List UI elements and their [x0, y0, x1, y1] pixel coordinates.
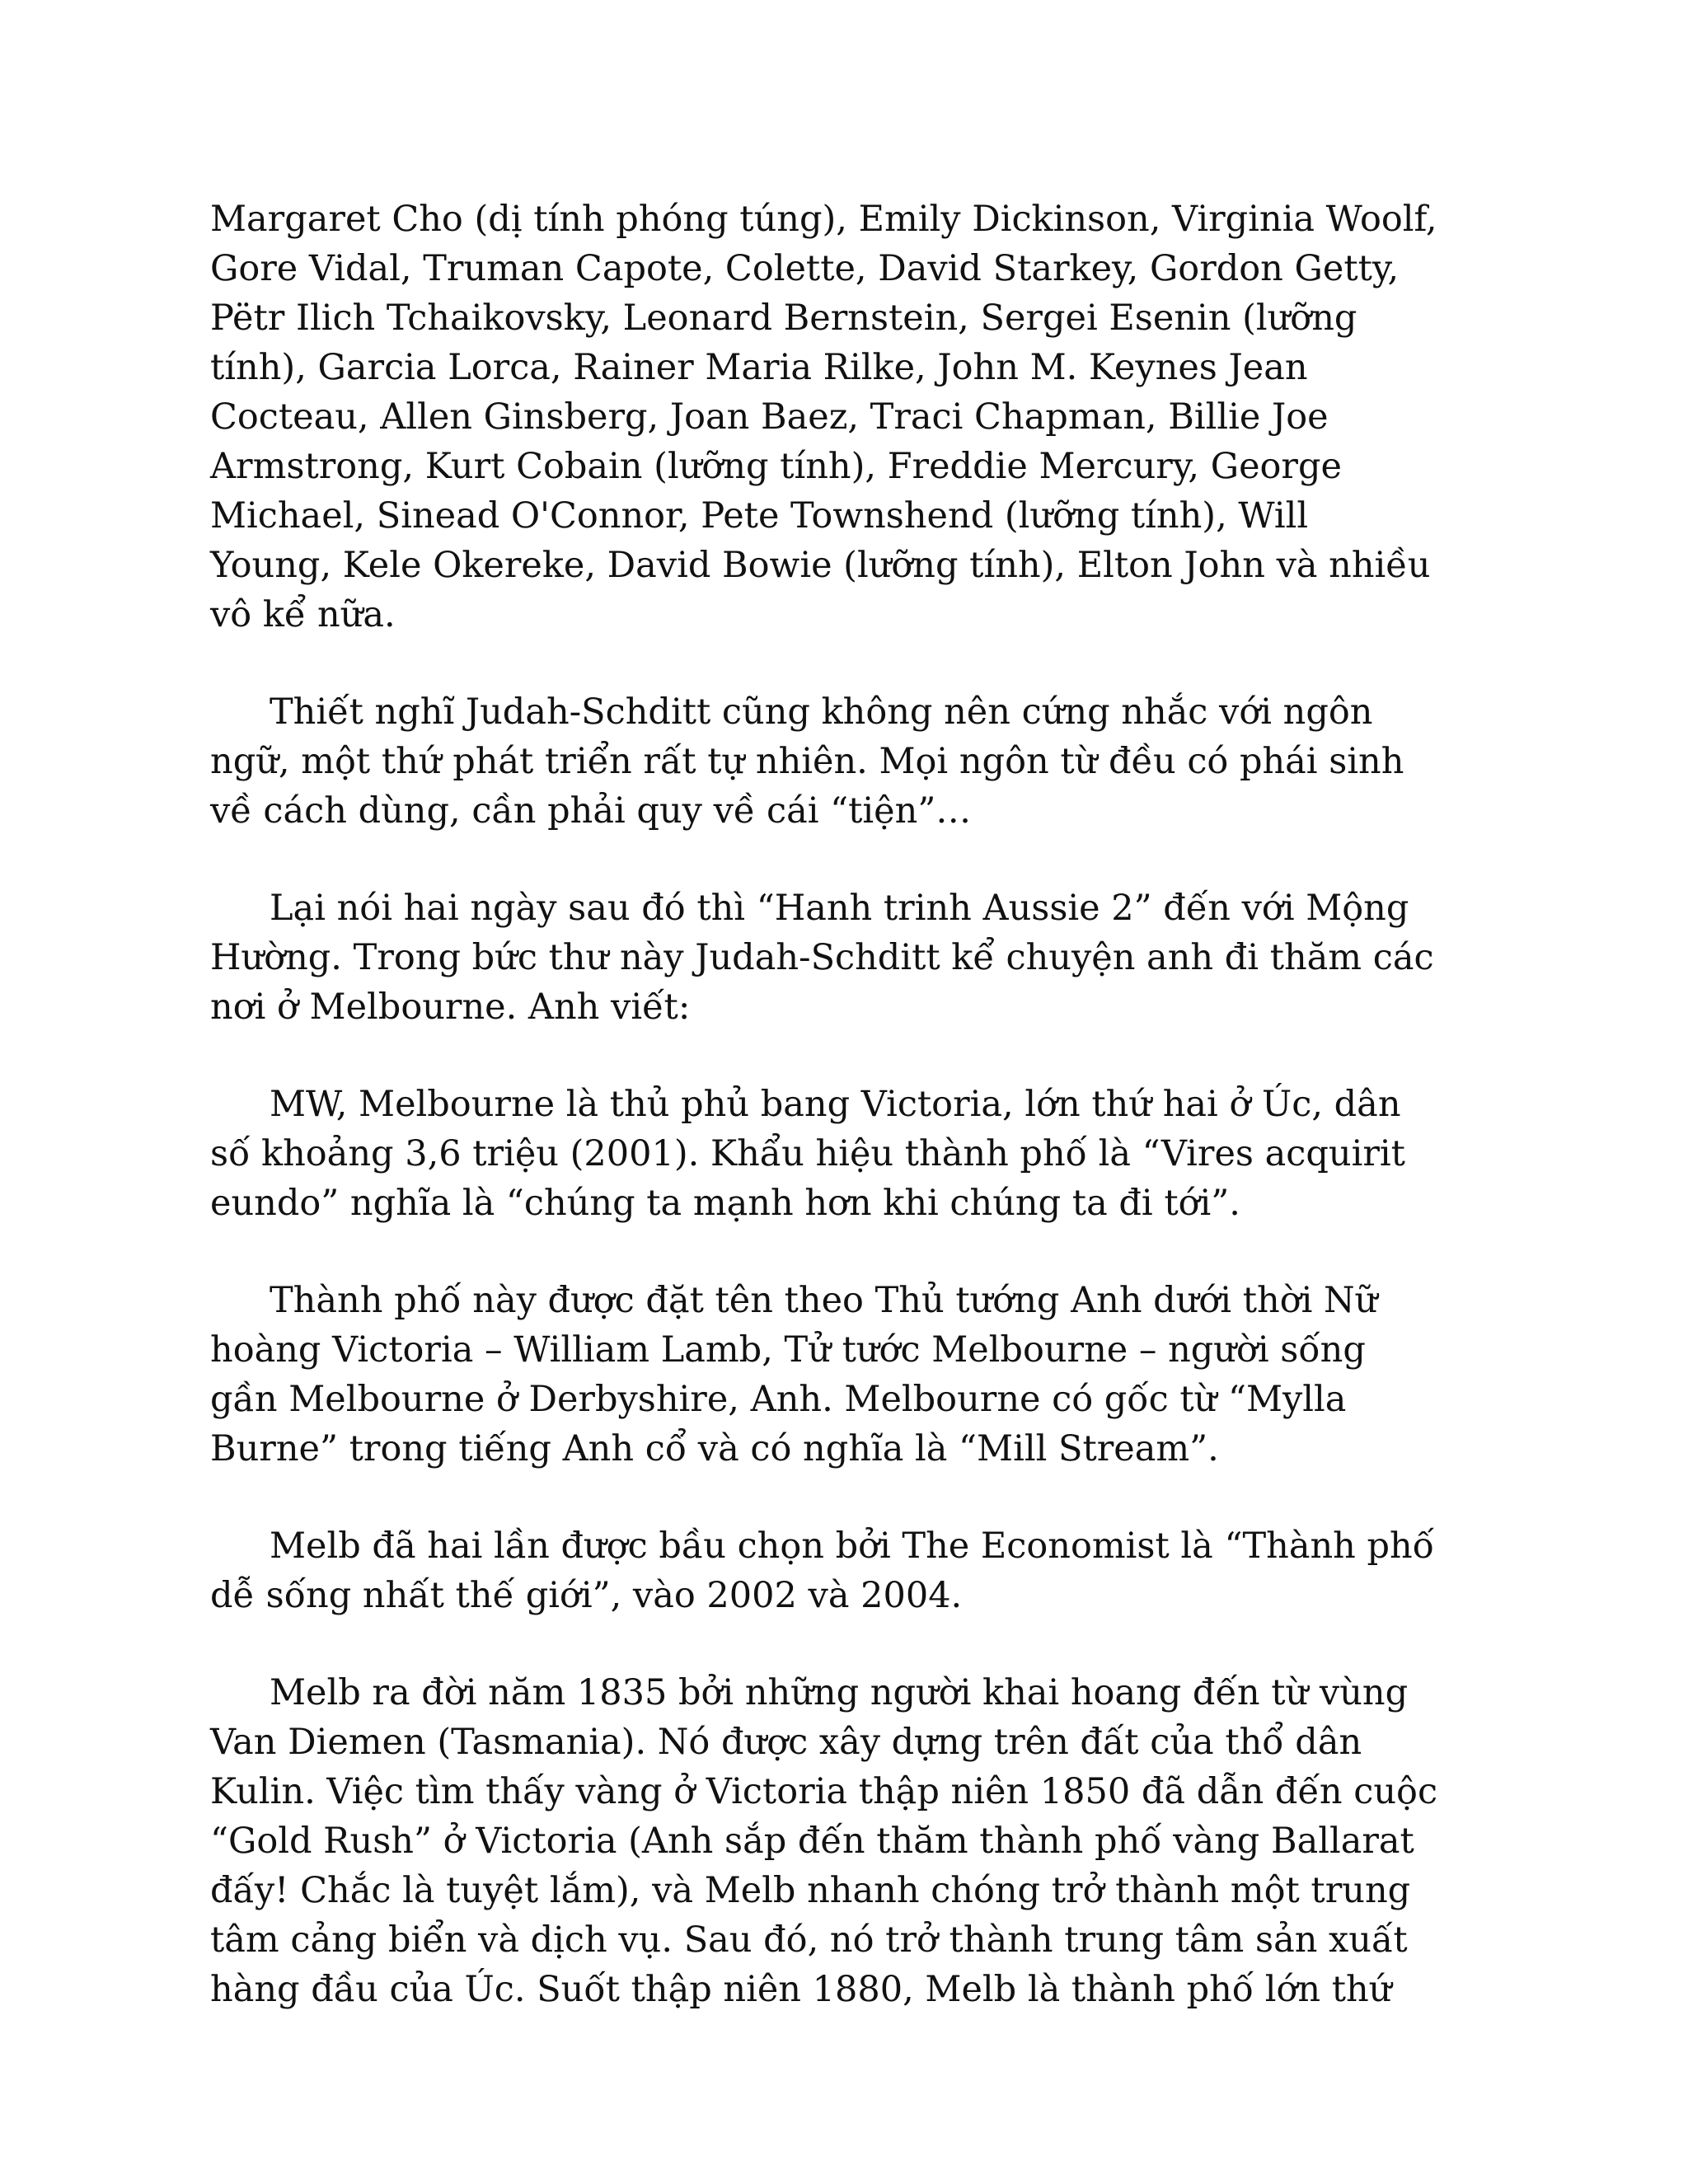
text-line: số khoảng 3,6 triệu (2001). Khẩu hiệu thành phố là “Vires acquirit [210, 1133, 1405, 1174]
text-line: Lại nói hai ngày sau đó thì “Hanh trinh Aussie 2” đến với Mộng [270, 888, 1409, 929]
text-line: Hường. Trong bức thư này Judah-Schditt kể chuyện anh đi thăm các [210, 937, 1434, 978]
text-line: tính), Garcia Lorca, Rainer Maria Rilke, John M. Keynes Jean [210, 347, 1308, 388]
text-line: Kulin. Việc tìm thấy vàng ở Victoria thập niên 1850 đã dẫn đến cuộc [210, 1771, 1438, 1812]
text-line: Van Diemen (Tasmania). Nó được xây dựng trên đất của thổ dân [210, 1722, 1362, 1763]
text-line: Michael, Sinead O'Connor, Pete Townshend (lưỡng tính), Will [210, 495, 1309, 537]
text-line: Cocteau, Allen Ginsberg, Joan Baez, Traci Chapman, Billie Joe [210, 396, 1329, 438]
text-line: MW, Melbourne là thủ phủ bang Victoria, lớn thứ hai ở Úc, dân [270, 1084, 1401, 1125]
text-line: Young, Kele Okereke, David Bowie (lưỡng tính), Elton John và nhiều [210, 545, 1431, 586]
text-line: gần Melbourne ở Derbyshire, Anh. Melbourne có gốc từ “Mylla [210, 1379, 1347, 1420]
paragraph-livable-city [210, 1521, 1471, 1620]
text-line: về cách dùng, cần phải quy về cái “tiện”… [210, 790, 972, 832]
paragraph-melbourne-capital [210, 1080, 1471, 1228]
paragraph-famous-names [210, 194, 1471, 640]
paragraph-language [210, 687, 1471, 836]
text-line: ngữ, một thứ phát triển rất tự nhiên. Mọi ngôn từ đều có phái sinh [210, 741, 1404, 782]
paragraph-letter-intro [210, 883, 1471, 1032]
text-line: Thành phố này được đặt tên theo Thủ tướng Anh dưới thời Nữ [270, 1280, 1378, 1321]
text-line: vô kể nữa. [210, 594, 396, 635]
text-line: Pëtr Ilich Tchaikovsky, Leonard Bernstein, Sergei Esenin (lưỡng [210, 298, 1357, 339]
text-line: “Gold Rush” ở Victoria (Anh sắp đến thăm thành phố vàng Ballarat [210, 1821, 1414, 1862]
text-line: dễ sống nhất thế giới”, vào 2002 và 2004. [210, 1575, 963, 1616]
text-line: Melb đã hai lần được bầu chọn bởi The Economist là “Thành phố [270, 1526, 1435, 1567]
text-line: Margaret Cho (dị tính phóng túng), Emily Dickinson, Virginia Woolf, [210, 199, 1437, 240]
text-line: tâm cảng biển và dịch vụ. Sau đó, nó trở thành trung tâm sản xuất [210, 1919, 1408, 1961]
text-line: hàng đầu của Úc. Suốt thập niên 1880, Melb là thành phố lớn thứ [210, 1969, 1392, 2010]
text-line: Thiết nghĩ Judah-Schditt cũng không nên cứng nhắc với ngôn [270, 691, 1373, 733]
text-line: hoàng Victoria – William Lamb, Tử tước Melbourne – người sống [210, 1329, 1366, 1371]
text-line: đấy! Chắc là tuyệt lắm), và Melb nhanh chóng trở thành một trung [210, 1870, 1411, 1911]
text-line: Burne” trong tiếng Anh cổ và có nghĩa là “Mill Stream”. [210, 1428, 1219, 1469]
text-line: eundo” nghĩa là “chúng ta mạnh hơn khi chúng ta đi tới”. [210, 1183, 1240, 1224]
paragraph-history [210, 1668, 1471, 2014]
document-page [210, 194, 1471, 2062]
text-line: Armstrong, Kurt Cobain (lưỡng tính), Freddie Mercury, George [210, 446, 1342, 487]
paragraph-melbourne-name [210, 1276, 1471, 1474]
text-line: Melb ra đời năm 1835 bởi những người khai hoang đến từ vùng [270, 1672, 1409, 1713]
text-line: Gore Vidal, Truman Capote, Colette, David Starkey, Gordon Getty, [210, 248, 1400, 289]
text-line: nơi ở Melbourne. Anh viết: [210, 987, 691, 1028]
